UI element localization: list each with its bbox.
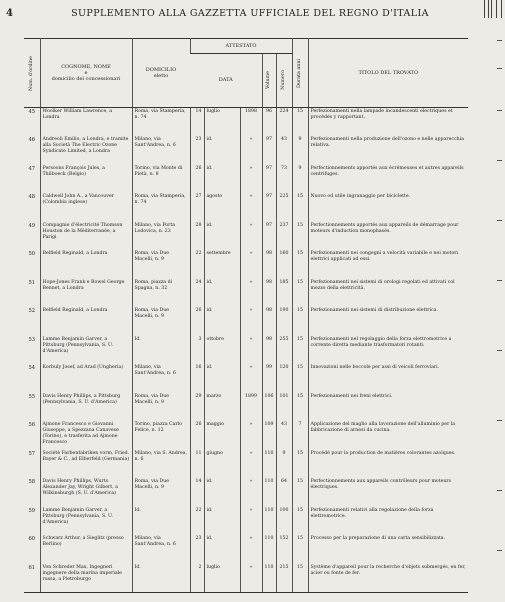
col-title-header: TITOLO DEL TROVATO: [308, 39, 468, 108]
row-concessionaire: Von Schreder Max, Ingegneri ingegnere della marina imperiale russa, a Pietroburgo: [40, 564, 132, 593]
table-row: [24, 307, 468, 336]
row-date-year: »: [240, 535, 262, 564]
row-date-day: 26: [190, 307, 204, 336]
row-volume: 110: [262, 478, 276, 507]
row-domicile: Roma, via Due Macelli, n. 9: [132, 307, 190, 336]
row-concessionaire: Davis Henry Phillips, Wurts Alexander Jay, Wright Gilbert, a Wilkinsburgh (S. U. d'America): [40, 478, 132, 507]
row-date-day: 22: [190, 507, 204, 536]
row-date-month: luglio: [204, 108, 240, 137]
row-domicile: Milano, via Sant'Andrea, n. 6: [132, 136, 190, 165]
row-number: 45: [28, 109, 36, 115]
row-domicile: Milano, via S. Andrea, n. 6: [132, 450, 190, 479]
row-numero: 185: [276, 279, 292, 308]
row-volume: 110: [262, 507, 276, 536]
row-number: 60: [28, 536, 36, 542]
row-date-month: id.: [204, 165, 240, 194]
row-domicile: Roma, via Stamperia, n. 74: [132, 108, 190, 137]
row-date-day: 14: [190, 478, 204, 507]
row-concessionaire: Belfield Reginald, a Londra: [40, 250, 132, 279]
table-row: [24, 336, 468, 365]
row-concessionaire: Korbuly Josef, ad Arad (Ungheria): [40, 364, 132, 393]
row-duration: 15: [292, 393, 308, 422]
row-date-year: 1898: [240, 108, 262, 137]
row-volume: 97: [262, 165, 276, 194]
row-concessionaire: Davis Henry Phillips, a Pittsburg (Pennsylvania, S. U. d'America): [40, 393, 132, 422]
row-number: 55: [28, 393, 36, 400]
row-title: Perfezionamenti nei freni elettrici.: [308, 393, 468, 422]
row-domicile: Id.: [132, 564, 190, 593]
row-number: 47: [28, 165, 36, 172]
row-numero: 43: [276, 421, 292, 450]
row-date-month: ottobre: [204, 336, 240, 365]
row-volume: 98: [262, 250, 276, 279]
row-date-month: marzo: [204, 393, 240, 422]
register-rows: [24, 108, 468, 593]
row-domicile: Roma, via Due Macelli, n. 9: [132, 478, 190, 507]
row-title: Perfectionnements aux appareils contrôleurs pour moteurs électriques.: [308, 478, 468, 507]
row-number: 58: [28, 479, 36, 485]
row-date-day: 28: [190, 222, 204, 251]
row-domicile: Roma, via Stamperia, n. 74: [132, 193, 190, 222]
row-numero: 255: [276, 336, 292, 365]
row-duration: 15: [292, 478, 308, 507]
row-number: 57: [28, 450, 36, 457]
row-date-year: »: [240, 364, 262, 393]
row-date-day: 23: [190, 136, 204, 165]
row-concessionaire: Caldwell John A., a Vancouver (Colombia inglese): [40, 193, 132, 222]
row-number: 53: [28, 336, 36, 343]
row-date-year: »: [240, 136, 262, 165]
row-duration: 7: [292, 421, 308, 450]
col-name-header: COGNOME, NOME e domicilio dei concessionari: [40, 39, 132, 108]
row-numero: 224: [276, 108, 292, 137]
row-title: Perfezionamenti nei sistemi di orologi regolati ed attivati col mezzo della elettricità.: [308, 279, 468, 308]
table-row: [24, 564, 468, 593]
row-volume: 106: [262, 393, 276, 422]
row-date-day: 23: [190, 535, 204, 564]
row-volume: 96: [262, 108, 276, 137]
row-date-month: luglio: [204, 564, 240, 593]
row-number: 48: [28, 194, 36, 200]
row-concessionaire: Ajmone Francesco e Giovanni Giuseppe, a Spezzana Canavese (Torino), e trasferita ad Ajmone Francesco: [40, 421, 132, 450]
row-volume: 110: [262, 564, 276, 593]
row-date-month: id.: [204, 535, 240, 564]
row-date-day: 14: [190, 108, 204, 137]
row-concessionaire: Andreoli Emilio, a Londra, e tramite alla Società The Electric Ozone Syndicate Limited, a Londra: [40, 136, 132, 165]
row-duration: 15: [292, 193, 308, 222]
row-date-year: »: [240, 336, 262, 365]
row-domicile: Roma, piazza di Spagna, n. 32: [132, 279, 190, 308]
row-domicile: Roma, via Due Macelli, n. 9: [132, 393, 190, 422]
table-row: [24, 478, 468, 507]
scan-side-marks: [495, 20, 505, 590]
col-date-header: DATA: [190, 53, 262, 107]
row-volume: 110: [262, 535, 276, 564]
row-volume: 98: [262, 336, 276, 365]
row-concessionaire: Lamme Benjamin Garver, a Pittsburg (Pennsylvania, S. U. d'America): [40, 336, 132, 365]
col-number-header: Num. d'ordine: [24, 39, 40, 108]
row-date-year: »: [240, 478, 262, 507]
row-title: Perfectionnements apportés aux appareils de démarrage pour moteurs d'induction monophasés.: [308, 222, 468, 251]
row-date-month: settembre: [204, 250, 240, 279]
row-date-year: »: [240, 564, 262, 593]
row-numero: 64: [276, 478, 292, 507]
row-title: Processo per la preparazione di una carta sensibilizzata.: [308, 535, 468, 564]
row-date-year: »: [240, 250, 262, 279]
row-duration: 15: [292, 564, 308, 593]
row-volume: 98: [262, 307, 276, 336]
row-domicile: Id.: [132, 336, 190, 365]
row-date-day: 11: [190, 450, 204, 479]
row-numero: 43: [276, 136, 292, 165]
table-row: [24, 222, 468, 251]
row-date-year: »: [240, 507, 262, 536]
row-volume: 98: [262, 279, 276, 308]
row-number: 51: [28, 279, 36, 286]
row-date-year: 1899: [240, 393, 262, 422]
row-title: Perfezionamenti nei sistemi di distribuzione elettrica.: [308, 307, 468, 336]
page-number: 4: [6, 8, 13, 19]
row-domicile: Milano, via Sant'Andrea, n. 6: [132, 535, 190, 564]
patent-register-table: [24, 38, 468, 592]
scan-edge-marks: [482, 0, 504, 20]
row-date-day: 24: [190, 279, 204, 308]
row-numero: 9: [276, 450, 292, 479]
row-date-month: id.: [204, 222, 240, 251]
row-title: Perfezionamenti nel regolaggio della forza elettromotrice a corrente diretta mediante trasformatori rotanti.: [308, 336, 468, 365]
row-volume: 110: [262, 450, 276, 479]
col-duration-header: Durata anni: [292, 39, 308, 108]
row-date-day: 3: [190, 336, 204, 365]
table-row: [24, 108, 468, 137]
bottom-rule: [24, 592, 468, 593]
row-numero: 215: [276, 564, 292, 593]
row-concessionaire: Woolker William Lawrence, a Londra: [40, 108, 132, 137]
row-duration: 15: [292, 307, 308, 336]
row-date-day: 26: [190, 165, 204, 194]
row-concessionaire: Persoons François Jules, a Thilboeck (Belgio): [40, 165, 132, 194]
row-date-month: maggio: [204, 421, 240, 450]
col-numero-header: Numero: [276, 53, 292, 107]
row-duration: 15: [292, 250, 308, 279]
row-numero: 101: [276, 393, 292, 422]
row-title: Applicazione del maglio alla lavorazione dell'alluminio per la fabbricazione di arnesi da cucina.: [308, 421, 468, 450]
row-volume: 109: [262, 421, 276, 450]
row-domicile: Roma, via Due Macelli, n. 9: [132, 250, 190, 279]
row-date-year: »: [240, 279, 262, 308]
row-number: 49: [28, 222, 36, 229]
row-number: 56: [28, 422, 36, 428]
table-row: [24, 136, 468, 165]
row-title: Perfezionamenti nella lampade incandescenti electriques et procédés y rapportant.: [308, 108, 468, 137]
row-concessionaire: Hope-Jones Frank e Bowel George Bennet, a Londra: [40, 279, 132, 308]
row-date-day: 27: [190, 193, 204, 222]
row-number: 46: [28, 137, 36, 143]
table-row: [24, 165, 468, 194]
row-title: Perfezionamenti nella produzione dell'ozono e nelle apparecchia relativa.: [308, 136, 468, 165]
row-volume: 97: [262, 136, 276, 165]
row-numero: 152: [276, 535, 292, 564]
row-numero: 120: [276, 364, 292, 393]
row-duration: 15: [292, 450, 308, 479]
row-date-year: »: [240, 165, 262, 194]
row-duration: 15: [292, 336, 308, 365]
table-row: [24, 450, 468, 479]
col-attestato-header: ATTESTATO: [190, 39, 292, 54]
row-domicile: Milano, via Sant'Andrea, n. 6: [132, 364, 190, 393]
row-volume: 97: [262, 222, 276, 251]
row-date-month: id.: [204, 136, 240, 165]
row-number: 52: [28, 308, 36, 314]
row-date-year: »: [240, 307, 262, 336]
row-numero: 225: [276, 193, 292, 222]
table-row: [24, 279, 468, 308]
row-duration: 15: [292, 507, 308, 536]
row-date-day: 29: [190, 393, 204, 422]
table-row: [24, 250, 468, 279]
row-number: 54: [28, 365, 36, 371]
row-duration: 9: [292, 165, 308, 194]
col-domicile-header: DOMICILIO eletto: [132, 39, 190, 108]
row-date-year: »: [240, 450, 262, 479]
row-concessionaire: Compagnie d'électricité Thomson Houston de la Méditerranée, a Parigi: [40, 222, 132, 251]
row-date-month: id.: [204, 478, 240, 507]
row-domicile: Torino, piazza Carlo Felice, n. 12: [132, 421, 190, 450]
row-date-month: id.: [204, 507, 240, 536]
row-date-day: 26: [190, 421, 204, 450]
row-title: Perfezionamenti nei congegni a velocità variabile e nei motori elettrici applicati ad essi.: [308, 250, 468, 279]
col-volume-header: Volume: [262, 53, 276, 107]
row-duration: 15: [292, 222, 308, 251]
table-row: [24, 193, 468, 222]
table-row: [24, 393, 468, 422]
row-date-month: id.: [204, 307, 240, 336]
row-date-month: agosto: [204, 193, 240, 222]
row-concessionaire: Belfield Reginald, a Londra: [40, 307, 132, 336]
row-title: Perfectionnements apportés aux écrémeuses et autres appareils centrifuges.: [308, 165, 468, 194]
row-date-year: »: [240, 222, 262, 251]
row-volume: 97: [262, 193, 276, 222]
row-numero: 160: [276, 250, 292, 279]
row-numero: 190: [276, 307, 292, 336]
row-duration: 15: [292, 108, 308, 137]
row-title: Nuovo od utile ingranaggio per biciclette.: [308, 193, 468, 222]
table-row: [24, 364, 468, 393]
row-domicile: Milano, via Porta Lodovica, n. 23: [132, 222, 190, 251]
row-concessionaire: Sociétè Farbenfabriken vorm. Fried. Bayer & C., ad Elberfeld (Germania): [40, 450, 132, 479]
row-date-month: id.: [204, 364, 240, 393]
row-title: Procédé pour la production de matières colorantes azoïques.: [308, 450, 468, 479]
row-domicile: Id.: [132, 507, 190, 536]
row-date-month: id.: [204, 279, 240, 308]
table-row: [24, 421, 468, 450]
row-date-day: 22: [190, 250, 204, 279]
row-number: 59: [28, 507, 36, 514]
row-duration: 15: [292, 364, 308, 393]
row-duration: 15: [292, 535, 308, 564]
row-title: Système d'appareil pour la recherche d'objets submergés, en fer, acier ou fonte de fer.: [308, 564, 468, 593]
row-numero: 237: [276, 222, 292, 251]
row-domicile: Torino, via Monte di Pietà, n. 8: [132, 165, 190, 194]
row-numero: 100: [276, 507, 292, 536]
row-title: Perfezionamenti relativi alla regolazione della forza elettromotrice.: [308, 507, 468, 536]
row-numero: 73: [276, 165, 292, 194]
row-date-year: »: [240, 193, 262, 222]
row-date-day: 2: [190, 564, 204, 593]
row-volume: 99: [262, 364, 276, 393]
row-date-year: »: [240, 421, 262, 450]
row-date-month: giugno: [204, 450, 240, 479]
table-row: [24, 507, 468, 536]
row-number: 61: [28, 564, 36, 571]
row-title: Innovazioni nelle boccole per assi di veicoli ferroviari.: [308, 364, 468, 393]
row-number: 50: [28, 251, 36, 257]
page-header: [0, 6, 505, 22]
row-duration: 9: [292, 136, 308, 165]
row-duration: 15: [292, 279, 308, 308]
row-concessionaire: Lamme Benjamin Garver, a Pittsburg (Pennsylvania, S. U. d'America): [40, 507, 132, 536]
row-date-day: 16: [190, 364, 204, 393]
page-title: SUPPLEMENTO ALLA GAZZETTA UFFICIALE DEL REGNO D'ITALIA: [71, 8, 429, 19]
row-concessionaire: Schwarz Arthur, a Sieglitz (presso Berlino): [40, 535, 132, 564]
table-row: [24, 535, 468, 564]
